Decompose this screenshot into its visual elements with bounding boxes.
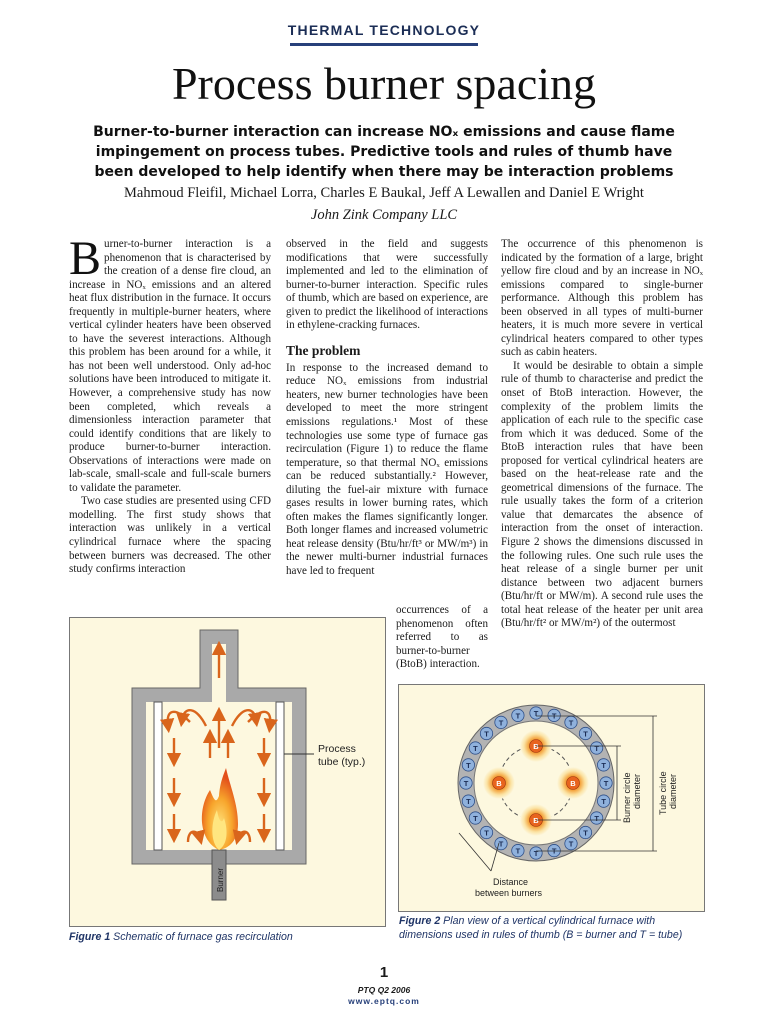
distance-label-2: between burners: [475, 888, 543, 898]
tube-glyph: T: [594, 814, 599, 823]
column-2: [286, 238, 488, 579]
column-3-paragraph-1: The occurrence of this phenomenon is indicated by the formation of a large, bright yellow fire cloud and by an increase in NOₓ emissions compared to single-burner performance. Although this problem has been observed in all types of multi-burner heaters, it is much more severe in vertical cylindrical heaters compared to other types such as cabin heaters.: [501, 238, 703, 359]
tube-marker: [565, 837, 577, 849]
column-2-narrow-text: occurrences of a phenomenon often referred to as burner-to-burner (BtoB) interaction.: [396, 604, 488, 671]
tube-glyph: T: [466, 797, 471, 807]
tube-glyph: T: [594, 744, 599, 753]
process-tube-callout-2: tube (typ.): [318, 756, 366, 768]
tube-glyph: T: [601, 797, 606, 807]
issue-label: PTQ Q2 2006: [357, 985, 411, 995]
section-label: THERMAL TECHNOLOGY: [287, 22, 481, 38]
tube-glyph: T: [473, 814, 478, 823]
standfirst: Burner-to-burner interaction can increase NOₓ emissions and cause flame impingement on process tubes. Predictive tools and rules of thumb have been developed to help identify when there may be interaction problems: [93, 124, 675, 180]
burner-glyph: B: [496, 779, 502, 788]
tube-glyph: T: [484, 729, 489, 739]
burner-label: Burner: [216, 867, 225, 892]
furnace-plan-view: [399, 685, 704, 911]
tube-marker: [462, 795, 474, 807]
figure-2: [398, 684, 705, 912]
tube-marker: [597, 795, 609, 807]
website-link[interactable]: www.eptq.com: [348, 996, 420, 1006]
tube-marker: [590, 812, 602, 824]
section-rule: [290, 43, 478, 46]
burner-glyph: B: [570, 779, 576, 788]
tube-marker: [480, 826, 492, 838]
tube-glyph: T: [484, 828, 489, 838]
tube-glyph: T: [515, 846, 521, 856]
tube-glyph: T: [568, 718, 574, 728]
burner-glyph: B: [533, 742, 539, 751]
subheading-the-problem: The problem: [286, 342, 361, 358]
tube-marker: [597, 759, 609, 771]
tube-glyph: T: [583, 729, 588, 739]
tube-marker: [530, 847, 542, 859]
figure-2-caption-text: Plan view of a vertical cylindrical furnace with dimensions used in rules of thumb (B = burner and T = tube): [399, 915, 683, 941]
tube-marker: [565, 716, 577, 728]
process-tube-callout-1: Process: [318, 743, 356, 755]
column-2-paragraph-2: In response to the increased demand to reduce NOₓ emissions from industrial heaters, new burner technologies have been developed to meet the more stringent emissions regulations.¹ Most of these technologies use some type of furnace gas recirculation (Figure 1) to reduce the flame temperature, so that thermal NOₓ emissions can be reduced substantially.² However, diluting the fuel-air mixture with furnace gases results in lower burning rates, which often makes the flames significantly longer. Both longer flames and increased volumetric heat release density (Btu/hr/ft³ or MW/m³) in the newer multi-burner industrial furnaces have led to frequent: [286, 361, 488, 578]
column-3-paragraph-2: It would be desirable to obtain a simple rule of thumb to characterise and predict the onset of BtoB interaction. However, the complexity of the problem limits the application of each rule to the specific case from which it was deduced. Some of the BtoB interaction rules that have been proposed for vertical cylindrical heaters are based on the heat-release rate and the geometrical dimensions of the furnace. The rule usually takes the form of a criterion value that demarcates the absence of interaction from the onset of interaction. Figure 2 shows the dimensions discussed in the following rules. One such rule uses the heat release of a single burner per unit distance between two adjacent burners (Btu/hr/ft or MW/m). A second rule uses the total heat release of the heater per unit area (Btu/hr/ft² or MW/m²) of the outermost: [501, 359, 703, 630]
affiliation: John Zink Company LLC: [310, 207, 458, 223]
column-2-paragraph-1: observed in the field and suggests modifications that were successfully implemented and led to the elimination of burner-to-burner interaction. Specific rules of thumb, which are based on experience, are given to predict the likelihood of interactions in ethylene-cracking furnaces.: [286, 238, 488, 332]
tube-marker: [469, 812, 481, 824]
tube-glyph: T: [568, 839, 574, 849]
page-number: 1: [379, 964, 389, 981]
tube-marker: [495, 716, 507, 728]
tube-glyph: T: [498, 718, 504, 728]
burner-glyph: B: [533, 816, 539, 825]
figure-1-caption-text: Schematic of furnace gas recirculation: [113, 931, 293, 943]
burner-marker: [557, 767, 589, 799]
intro-text: urner-to-burner interaction is a phenomenon that is characterised by the creation of a dense fire cloud, an increase in NOₓ emissions and an altered heat flux distribution in the furnace. It occurs frequently in multiple-burner heaters, where vertical cylinder heaters have been observed to have the severest interactions. Although this problem has been around for a while, it has not been well understood. Only ad-hoc solutions have been introduced to mitigate it. However, a comprehensive study has now been completed, which reveals a dimensionless interaction parameter that could identify conditions that are likely to produce burner-to-burner interaction. Observations of interactions were made on lab-scale, small-scale and full-scale burners to validate the parameter.: [69, 238, 271, 494]
tube-marker: [495, 837, 507, 849]
tube-marker: [462, 759, 474, 771]
tube-glyph: T: [583, 828, 588, 838]
tube-circle-label-1: Tube circle: [658, 771, 668, 815]
tube-glyph: T: [551, 711, 557, 721]
figure-1: [69, 617, 386, 927]
burner-circle-label-2: diameter: [632, 773, 642, 809]
burner-circle-label-1: Burner circle: [622, 772, 632, 823]
tube-glyph: T: [603, 779, 609, 788]
column-1: [69, 232, 271, 577]
figure-1-label: Figure 1: [69, 931, 111, 943]
tube-circle-label-2: diameter: [668, 773, 678, 809]
tube-glyph: T: [601, 760, 606, 770]
tube-glyph: T: [515, 711, 521, 721]
tube-marker: [600, 777, 612, 789]
tube-marker: [460, 777, 472, 789]
tube-marker: [579, 826, 591, 838]
tube-marker: [548, 709, 560, 721]
tube-glyph: T: [473, 744, 478, 753]
tube-marker: [579, 727, 591, 739]
tube-glyph: T: [498, 839, 504, 849]
tube-glyph: T: [533, 849, 539, 858]
distance-label-1: Distance: [493, 877, 529, 887]
column-3: [501, 238, 703, 631]
tube-glyph: T: [533, 709, 539, 718]
tube-glyph: T: [551, 846, 557, 856]
tube-marker: [590, 742, 602, 754]
intro-paragraph: [69, 232, 271, 495]
figure-2-label: Figure 2: [399, 915, 441, 927]
furnace-recirculation-diagram: [70, 618, 385, 926]
tube-marker: [512, 709, 524, 721]
author-list: Mahmoud Fleifil, Michael Lorra, Charles E Baukal, Jeff A Lewallen and Daniel E Wright: [124, 185, 644, 201]
figure-1-caption: [69, 930, 389, 944]
tube-glyph: T: [463, 779, 469, 788]
tube-glyph: T: [466, 760, 471, 770]
burner-marker: [483, 767, 515, 799]
figure-2-caption: [399, 914, 704, 942]
tube-marker: [530, 707, 542, 719]
process-tube-left: [154, 702, 162, 850]
case-study-paragraph: Two case studies are presented using CFD modelling. The first study shows that interaction was unlikely in a vertical cylindrical furnace where the spacing between burners was decreased. The other study confirms interaction: [69, 495, 271, 576]
article-title: Process burner spacing: [171, 58, 597, 109]
tube-marker: [469, 742, 481, 754]
drop-cap: B: [69, 232, 102, 285]
tube-marker: [512, 844, 524, 856]
process-tube-right: [276, 702, 284, 850]
tube-marker: [480, 727, 492, 739]
